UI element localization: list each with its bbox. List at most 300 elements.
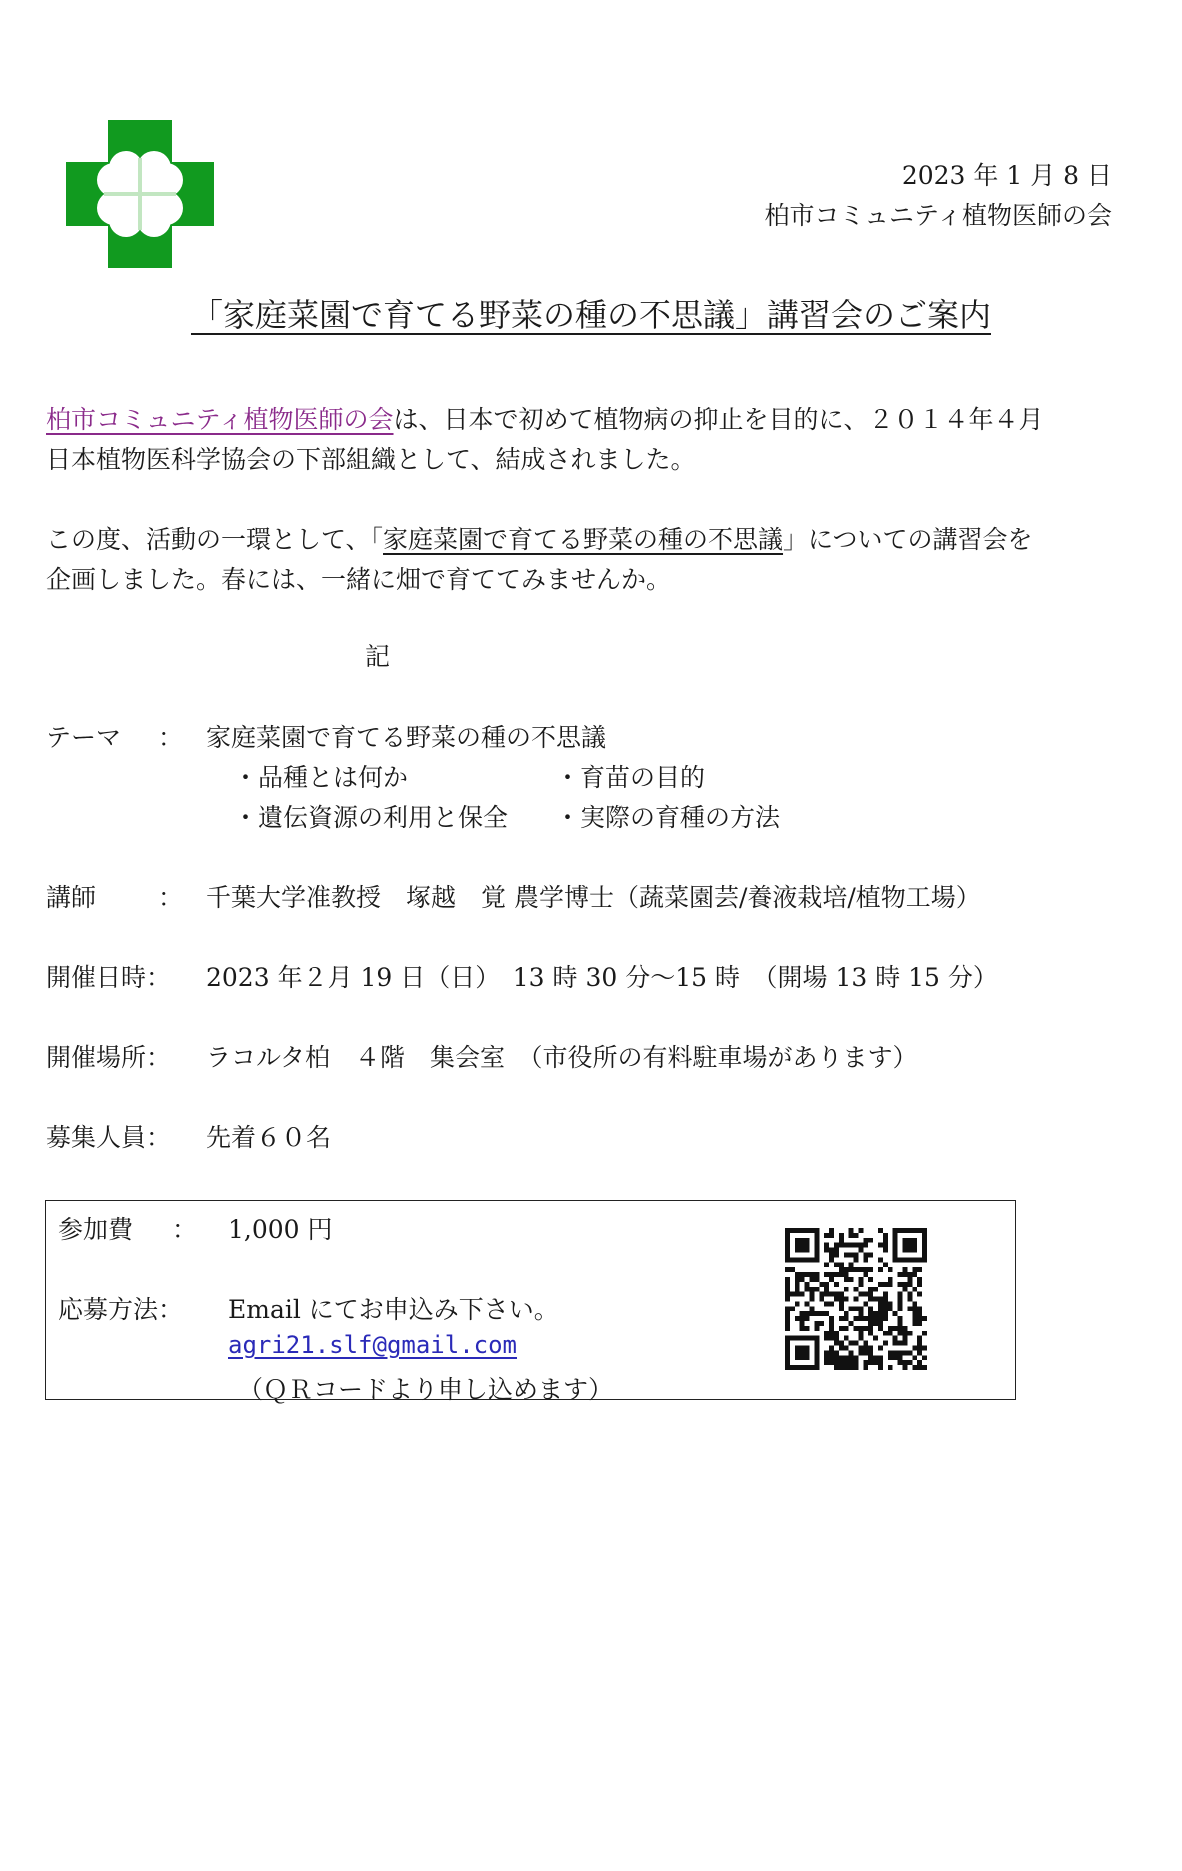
qr-module — [893, 1311, 898, 1316]
qr-module — [873, 1311, 878, 1316]
qr-module — [907, 1228, 912, 1233]
qr-module — [809, 1277, 814, 1282]
qr-module — [903, 1365, 908, 1370]
qr-module — [809, 1297, 814, 1302]
qr-module — [795, 1355, 800, 1360]
qr-module — [824, 1282, 829, 1287]
qr-module — [839, 1360, 844, 1365]
qr-module — [849, 1350, 854, 1355]
clover-cross-logo — [64, 118, 216, 270]
qr-module — [863, 1257, 868, 1262]
qr-module — [805, 1272, 810, 1277]
qr-module — [849, 1262, 854, 1267]
qr-module — [849, 1228, 854, 1233]
qr-module — [863, 1252, 868, 1257]
qr-module — [868, 1292, 873, 1297]
qr-module — [858, 1248, 863, 1253]
qr-module — [844, 1355, 849, 1360]
qr-module — [805, 1228, 810, 1233]
qr-module — [785, 1267, 790, 1272]
capacity-label: 募集人員： — [46, 1123, 172, 1152]
qr-module — [785, 1287, 790, 1292]
qr-module — [917, 1282, 922, 1287]
qr-module — [805, 1355, 810, 1360]
qr-module — [878, 1257, 883, 1262]
qr-module — [917, 1267, 922, 1272]
qr-module — [922, 1355, 927, 1360]
qr-module — [814, 1321, 819, 1326]
qr-module — [863, 1365, 868, 1370]
qr-module — [922, 1365, 927, 1370]
qr-module — [814, 1365, 819, 1370]
qr-module — [795, 1336, 800, 1341]
capacity-value: 先着６０名 — [206, 1123, 332, 1152]
qr-module — [912, 1311, 917, 1316]
qr-module — [907, 1360, 912, 1365]
qr-module — [829, 1331, 834, 1336]
qr-module — [809, 1365, 814, 1370]
qr-module — [858, 1316, 863, 1321]
qr-note: （ＱＲコードより申し込めます） — [238, 1375, 614, 1404]
qr-module — [785, 1346, 790, 1351]
qr-module — [854, 1326, 859, 1331]
qr-module — [800, 1228, 805, 1233]
theme-bullet-1: ・品種とは何か — [233, 763, 409, 792]
page-title — [0, 290, 1182, 340]
fee-value: 1,000 円 — [228, 1215, 333, 1244]
qr-module — [907, 1248, 912, 1253]
qr-module — [854, 1233, 859, 1238]
qr-module — [893, 1336, 898, 1341]
qr-module — [873, 1321, 878, 1326]
qr-module — [814, 1257, 819, 1262]
qr-module — [819, 1292, 824, 1297]
qr-module — [854, 1306, 859, 1311]
qr-module — [805, 1238, 810, 1243]
qr-module — [907, 1238, 912, 1243]
qr-module — [903, 1336, 908, 1341]
qr-module — [844, 1272, 849, 1277]
qr-module — [903, 1228, 908, 1233]
qr-module — [795, 1248, 800, 1253]
qr-module — [829, 1228, 834, 1233]
qr-module — [814, 1311, 819, 1316]
qr-module — [834, 1336, 839, 1341]
qr-module — [839, 1297, 844, 1302]
qr-module — [790, 1336, 795, 1341]
qr-module — [834, 1262, 839, 1267]
document-date: 2023 年 1 月 8 日 — [901, 161, 1112, 190]
qr-module — [898, 1341, 903, 1346]
qr-module — [814, 1355, 819, 1360]
qr-module — [907, 1292, 912, 1297]
qr-module — [829, 1252, 834, 1257]
qr-module — [809, 1292, 814, 1297]
qr-module — [819, 1321, 824, 1326]
qr-module — [858, 1243, 863, 1248]
qr-module — [868, 1267, 873, 1272]
qr-module — [834, 1360, 839, 1365]
qr-module — [858, 1336, 863, 1341]
qr-module — [785, 1238, 790, 1243]
qr-module — [878, 1321, 883, 1326]
qr-module — [858, 1228, 863, 1233]
qr-module — [917, 1316, 922, 1321]
intro-line-1 — [46, 400, 1044, 440]
qr-module — [863, 1292, 868, 1297]
qr-module — [805, 1316, 810, 1321]
qr-module — [854, 1257, 859, 1262]
qr-module — [917, 1365, 922, 1370]
qr-module — [814, 1228, 819, 1233]
lecturer-colon: ： — [158, 883, 184, 912]
qr-module — [829, 1257, 834, 1262]
qr-module — [800, 1350, 805, 1355]
qr-module — [898, 1316, 903, 1321]
qr-module — [785, 1311, 790, 1316]
qr-module — [834, 1282, 839, 1287]
qr-module — [888, 1355, 893, 1360]
qr-module — [868, 1360, 873, 1365]
qr-module — [878, 1282, 883, 1287]
qr-module — [898, 1350, 903, 1355]
qr-module — [849, 1360, 854, 1365]
qr-module — [888, 1301, 893, 1306]
qr-module — [785, 1360, 790, 1365]
qr-module — [893, 1252, 898, 1257]
qr-module — [912, 1306, 917, 1311]
qr-module — [888, 1331, 893, 1336]
qr-module — [834, 1350, 839, 1355]
qr-module — [824, 1233, 829, 1238]
qr-module — [829, 1350, 834, 1355]
qr-module — [844, 1287, 849, 1292]
qr-module — [898, 1360, 903, 1365]
qr-module — [829, 1292, 834, 1297]
qr-module — [873, 1316, 878, 1321]
qr-module — [888, 1282, 893, 1287]
qr-module — [907, 1272, 912, 1277]
qr-module — [805, 1287, 810, 1292]
qr-module — [839, 1341, 844, 1346]
qr-module — [824, 1311, 829, 1316]
qr-module — [868, 1297, 873, 1302]
qr-module — [809, 1257, 814, 1262]
qr-module — [868, 1321, 873, 1326]
qr-module — [922, 1228, 927, 1233]
qr-module — [917, 1228, 922, 1233]
qr-module — [834, 1292, 839, 1297]
qr-module — [795, 1228, 800, 1233]
qr-module — [893, 1257, 898, 1262]
qr-module — [785, 1297, 790, 1302]
fee-colon: ： — [172, 1215, 198, 1244]
qr-module — [829, 1277, 834, 1282]
qr-module — [907, 1257, 912, 1262]
qr-module — [878, 1326, 883, 1331]
qr-module — [893, 1233, 898, 1238]
qr-module — [795, 1292, 800, 1297]
qr-module — [785, 1306, 790, 1311]
qr-module — [873, 1336, 878, 1341]
qr-module — [883, 1306, 888, 1311]
intro-line-2: 日本植物医科学協会の下部組織として、結成されました。 — [46, 445, 696, 474]
qr-module — [917, 1346, 922, 1351]
qr-module — [893, 1326, 898, 1331]
qr-module — [878, 1243, 883, 1248]
qr-module — [903, 1282, 908, 1287]
qr-module — [878, 1297, 883, 1302]
qr-module — [917, 1350, 922, 1355]
qr-module — [814, 1287, 819, 1292]
qr-module — [863, 1301, 868, 1306]
qr-module — [844, 1252, 849, 1257]
theme-value: 家庭菜園で育てる野菜の種の不思議 — [206, 723, 607, 752]
qr-module — [834, 1331, 839, 1336]
qr-module — [863, 1267, 868, 1272]
paragraph-2-line-2: 企画しました。春には、一緒に畑で育ててみませんか。 — [46, 565, 672, 594]
theme-bullet-2: ・育苗の目的 — [555, 763, 706, 792]
qr-module — [785, 1233, 790, 1238]
qr-module — [893, 1341, 898, 1346]
qr-module — [868, 1350, 873, 1355]
qr-module — [858, 1306, 863, 1311]
qr-module — [922, 1316, 927, 1321]
qr-module — [839, 1346, 844, 1351]
p2-pre: この度、活動の一環として、「 — [46, 525, 384, 554]
p2-post: 」についての講習会を — [783, 525, 1033, 554]
qr-code-icon[interactable] — [785, 1228, 927, 1370]
qr-module — [854, 1243, 859, 1248]
qr-module — [805, 1243, 810, 1248]
qr-module — [839, 1233, 844, 1238]
qr-module — [858, 1267, 863, 1272]
qr-module — [888, 1267, 893, 1272]
qr-module — [805, 1248, 810, 1253]
qr-module — [868, 1287, 873, 1292]
qr-module — [898, 1331, 903, 1336]
qr-module — [878, 1228, 883, 1233]
qr-module — [785, 1252, 790, 1257]
qr-module — [888, 1365, 893, 1370]
qr-module — [863, 1238, 868, 1243]
qr-module — [805, 1365, 810, 1370]
qr-module — [868, 1326, 873, 1331]
qr-module — [800, 1316, 805, 1321]
qr-module — [883, 1262, 888, 1267]
qr-module — [893, 1238, 898, 1243]
qr-module — [912, 1365, 917, 1370]
theme-bullet-3: ・遺伝資源の利用と保全 — [233, 803, 509, 832]
qr-module — [834, 1355, 839, 1360]
qr-module — [888, 1326, 893, 1331]
qr-module — [849, 1252, 854, 1257]
qr-module — [800, 1292, 805, 1297]
qr-module — [795, 1346, 800, 1351]
qr-module — [785, 1248, 790, 1253]
qr-module — [893, 1355, 898, 1360]
qr-module — [785, 1292, 790, 1297]
qr-module — [878, 1316, 883, 1321]
qr-module — [917, 1292, 922, 1297]
paragraph-2-line-1 — [46, 520, 1033, 560]
qr-module — [814, 1336, 819, 1341]
qr-module — [907, 1331, 912, 1336]
qr-module — [800, 1243, 805, 1248]
qr-module — [917, 1306, 922, 1311]
qr-module — [800, 1238, 805, 1243]
qr-module — [912, 1243, 917, 1248]
qr-module — [800, 1365, 805, 1370]
qr-module — [883, 1233, 888, 1238]
qr-module — [907, 1306, 912, 1311]
qr-module — [800, 1336, 805, 1341]
qr-module — [829, 1355, 834, 1360]
qr-module — [912, 1321, 917, 1326]
qr-module — [800, 1277, 805, 1282]
qr-module — [834, 1272, 839, 1277]
qr-module — [805, 1336, 810, 1341]
qr-module — [903, 1257, 908, 1262]
qr-module — [814, 1341, 819, 1346]
qr-module — [790, 1257, 795, 1262]
qr-module — [795, 1365, 800, 1370]
qr-module — [917, 1311, 922, 1316]
qr-module — [907, 1282, 912, 1287]
qr-module — [839, 1292, 844, 1297]
qr-module — [785, 1326, 790, 1331]
qr-module — [878, 1365, 883, 1370]
qr-module — [903, 1248, 908, 1253]
qr-module — [795, 1238, 800, 1243]
qr-module — [829, 1272, 834, 1277]
qr-module — [883, 1297, 888, 1302]
qr-module — [868, 1311, 873, 1316]
qr-module — [873, 1287, 878, 1292]
qr-module — [917, 1257, 922, 1262]
qr-module — [903, 1243, 908, 1248]
qr-module — [922, 1243, 927, 1248]
qr-module — [834, 1365, 839, 1370]
qr-module — [795, 1287, 800, 1292]
qr-module — [903, 1331, 908, 1336]
qr-module — [849, 1341, 854, 1346]
qr-module — [903, 1238, 908, 1243]
qr-module — [824, 1331, 829, 1336]
qr-module — [839, 1238, 844, 1243]
qr-module — [863, 1243, 868, 1248]
qr-module — [839, 1262, 844, 1267]
qr-module — [829, 1336, 834, 1341]
qr-module — [903, 1272, 908, 1277]
qr-module — [883, 1341, 888, 1346]
qr-module — [849, 1277, 854, 1282]
org-link[interactable]: 柏市コミュニティ植物医師の会 — [46, 405, 394, 434]
qr-module — [893, 1228, 898, 1233]
qr-module — [829, 1248, 834, 1253]
qr-module — [824, 1292, 829, 1297]
qr-module — [912, 1287, 917, 1292]
qr-module — [863, 1272, 868, 1277]
qr-module — [883, 1238, 888, 1243]
qr-module — [809, 1228, 814, 1233]
qr-module — [898, 1292, 903, 1297]
qr-module — [917, 1277, 922, 1282]
qr-module — [824, 1248, 829, 1253]
qr-module — [839, 1306, 844, 1311]
qr-module — [903, 1326, 908, 1331]
qr-module — [829, 1316, 834, 1321]
qr-module — [785, 1243, 790, 1248]
qr-module — [849, 1321, 854, 1326]
qr-module — [898, 1355, 903, 1360]
qr-module — [912, 1346, 917, 1351]
qr-module — [824, 1243, 829, 1248]
qr-module — [917, 1336, 922, 1341]
qr-module — [849, 1365, 854, 1370]
qr-module — [805, 1346, 810, 1351]
qr-module — [814, 1243, 819, 1248]
qr-module — [785, 1257, 790, 1262]
qr-module — [844, 1326, 849, 1331]
qr-module — [805, 1326, 810, 1331]
qr-module — [893, 1350, 898, 1355]
qr-module — [795, 1282, 800, 1287]
qr-module — [912, 1248, 917, 1253]
qr-module — [922, 1346, 927, 1351]
qr-module — [907, 1243, 912, 1248]
qr-module — [873, 1360, 878, 1365]
qr-module — [922, 1248, 927, 1253]
qr-module — [790, 1365, 795, 1370]
qr-module — [785, 1316, 790, 1321]
qr-module — [805, 1311, 810, 1316]
qr-module — [839, 1243, 844, 1248]
qr-module — [790, 1267, 795, 1272]
qr-module — [809, 1287, 814, 1292]
qr-module — [883, 1301, 888, 1306]
organization-name: 柏市コミュニティ植物医師の会 — [764, 201, 1112, 230]
qr-module — [858, 1350, 863, 1355]
qr-module — [795, 1272, 800, 1277]
qr-module — [863, 1350, 868, 1355]
qr-module — [903, 1360, 908, 1365]
email-link[interactable]: agri21.slf@gmail.com — [228, 1331, 517, 1359]
qr-module — [819, 1311, 824, 1316]
qr-module — [785, 1321, 790, 1326]
qr-module — [824, 1336, 829, 1341]
qr-module — [805, 1257, 810, 1262]
qr-module — [863, 1360, 868, 1365]
qr-module — [785, 1282, 790, 1287]
qr-module — [795, 1301, 800, 1306]
fee-label: 参加費 — [58, 1215, 134, 1244]
qr-module — [907, 1297, 912, 1302]
qr-module — [795, 1350, 800, 1355]
theme-colon: ： — [158, 723, 184, 752]
qr-module — [829, 1360, 834, 1365]
datetime-value: 2023 年２月 19 日（日） 13 時 30 分～15 時 （開場 13 時 15 分） — [206, 963, 998, 992]
lecturer-value: 千葉大学准教授 塚越 覚 農学博士（蔬菜園芸/養液栽培/植物工場） — [206, 883, 981, 912]
qr-module — [809, 1336, 814, 1341]
qr-module — [873, 1297, 878, 1302]
qr-module — [883, 1311, 888, 1316]
qr-module — [844, 1311, 849, 1316]
qr-module — [800, 1326, 805, 1331]
qr-module — [800, 1346, 805, 1351]
qr-module — [912, 1257, 917, 1262]
qr-module — [883, 1243, 888, 1248]
